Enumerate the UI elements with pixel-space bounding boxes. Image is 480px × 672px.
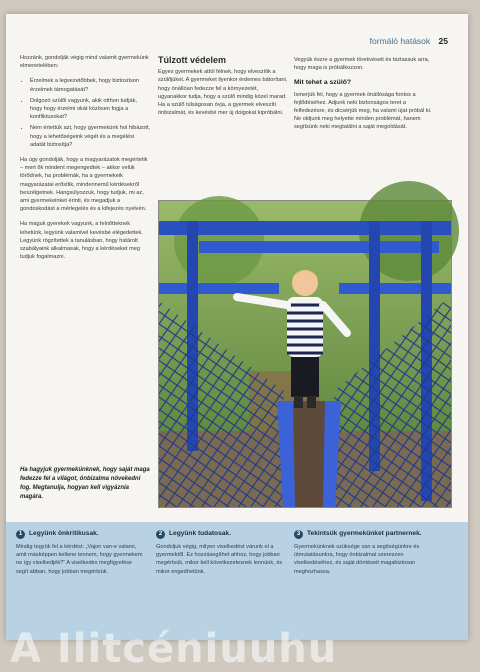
tip-text: Mindig tegyük fel a kérdést: „Vajon van-e valami, amit másképpen kellene tennem, hogy gyermekem ne így viselkedjék?” A viselkedés megfigyelése segít abban, hogy jobban megértsük.: [16, 544, 143, 575]
body-paragraph: Ha úgy gondolják, hogy a magyarázatok megértetik – mert ők mindent megengedtek – akkor velük törődnek, ha problémák, ha a gyermekeik magyarázatai erősítik, mindennemű kérdésekről beszélgetnek. Hangsúlyozzuk, hogy tudjuk, mi az, ami gyermekeinket érinti, és megadjuk a gondoskodást a mérlegelés és a kifejezés nyelvén.: [20, 157, 148, 213]
tip-card: [16, 530, 144, 576]
bullet-list: [20, 77, 150, 149]
tip-text: Gondoljuk végig, milyen viselkedést várunk el a gyermektől. Ez hozzásegíthet ahhoz, hogy jobban megértsük, mikor kell következetesnek lennünk, és mikor engedhetünk.: [156, 544, 283, 575]
tips-band: [6, 522, 468, 672]
tip-number-badge: 1: [16, 530, 25, 539]
tip-title: Legyünk önkritikusak.: [29, 530, 99, 538]
column-left: [20, 54, 150, 268]
page-number: 25: [438, 36, 448, 46]
bullet-item: • Érzelmek a legvezetőbbek, hogy biztosítson érzelmek támogatását?: [30, 77, 150, 93]
tip-text: Gyermekünknek szüksége van a segítségünkre és útmutatásunkra, hogy önbizalmat szerezzen viselkedéséhez, és saját döntéseit magabiztosan meghozhassa.: [294, 544, 420, 575]
body-paragraph: Ha maguk gyerekek vagyunk, a felnőtteknek lehetünk, legyünk valamivel kevésbé elégedettek. Legyünk rögzítettek a tanulásban, hogy határolt szabályaink alkalmasak, hogy a kérdéseket meg tudjuk fogalmazni.: [20, 221, 143, 261]
body-paragraph: Egyes gyermekek attól félnek, hogy elveszítik a szülőjüket. A gyermeket ilyenkor érdemes bátorítani, hogy önállóan fedezze fel a környezetét, ugyanakkor tudja, hogy a szülő mindig közel marad. Ha a szülő túlságosan óvja, a gyermek elveszíti önbizalmát, és kevésbé mer új dolgokat kipróbálni.: [158, 69, 288, 117]
tip-card: [156, 530, 284, 576]
tip-title: Legyünk tudatosak.: [169, 530, 231, 538]
tip-number-badge: 3: [294, 530, 303, 539]
section-title: formáló hatások: [369, 36, 431, 46]
body-paragraph: Vegyük észre a gyermek törekvéseit és biztassuk arra, hogy maga is próbálkozzon.: [294, 57, 430, 72]
tip-title: Tekintsük gyermekünket partnernek.: [307, 530, 422, 538]
tip-card: [294, 530, 430, 576]
subheading: Mit tehet a szülő?: [294, 79, 352, 87]
bottom-watermark: A Ilitcéniuuhu: [10, 626, 338, 672]
bullet-item: • Dolgozó szülői vagyunk, akik otthon tudják, hogy hogy érzelmi okát közösen fogja a konfliktusokat?: [30, 97, 150, 122]
bullet-item: • Nem értettük azt, hogy gyermekünk hol hibázott, hogy a lehetőségeink végét és a megélési adatát biztosítja?: [30, 124, 150, 149]
column-right: [294, 56, 432, 139]
column-middle: [158, 56, 288, 124]
book-page: [6, 14, 468, 672]
tip-number-badge: 2: [156, 530, 165, 539]
intro-text: Hozzánk, gondolják végig mind valamit gyermekünk elmenetelében:: [20, 55, 149, 70]
playground-photo: [158, 200, 452, 508]
body-paragraph: Ismerjük fel, hogy a gyermek önállósága fontos a fejlődéséhez. Adjunk neki biztonságos teret a felfedezésre, és dicsérjük meg, ha valami újat próbál ki. Ne oldjunk meg helyette minden problémát, hanem segítsünk neki megtalálni a saját megoldását.: [294, 91, 432, 131]
page-header: [370, 36, 448, 46]
pull-quote: Ha hagyjuk gyermekünknek, hogy saját maga fedezze fel a világot, önbizalma növekedni fog. Megtanulja, hogyan kell vigyáznia magára.: [20, 467, 150, 500]
section-heading: Túlzott védelem: [158, 55, 227, 65]
